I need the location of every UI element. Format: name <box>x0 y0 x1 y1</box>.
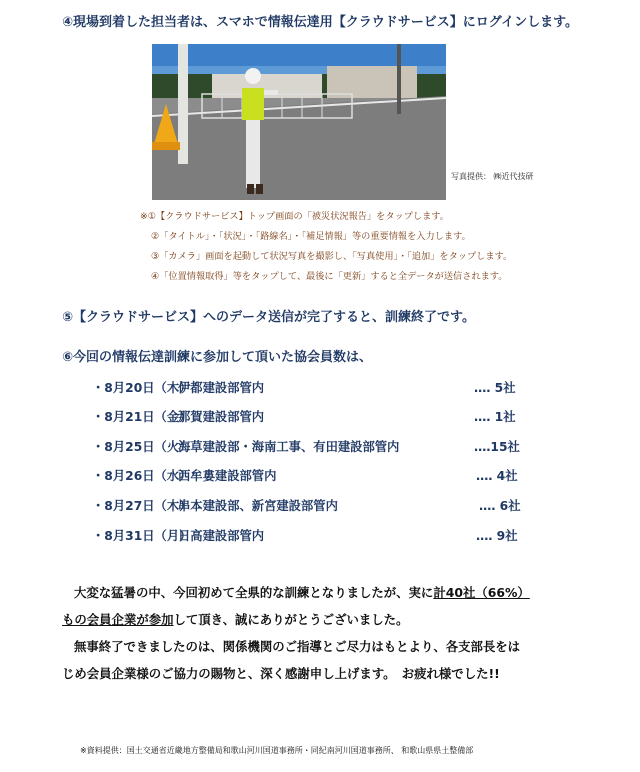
closing-line-3: 無事終了できましたのは、関係機関のご指導とご尽力はもとより、各支部長をは <box>74 639 521 654</box>
field-photo-image <box>152 44 446 200</box>
note-3: ③「カメラ」画面を起動して状況写真を撮影し、「写真使用」・「追加」をタップします。 <box>151 251 513 262</box>
row-date: ・8月20日（木） <box>92 381 192 395</box>
row-count: ‥‥15社 <box>474 440 520 454</box>
row-date: ・8月26日（水） <box>92 469 192 483</box>
row-area: 串本建設部、新宮建設部管内 <box>178 499 338 513</box>
row-count: ‥‥ 9社 <box>476 529 518 543</box>
note-4: ④「位置情報取得」等をタップして、最後に「更新」すると全データが送信されます。 <box>151 271 508 282</box>
row-area: 海草建設部・海南工事、有田建設部管内 <box>178 440 400 454</box>
photo-credit: 写真提供： ㈱近代技研 <box>451 172 534 181</box>
closing-line-2 <box>62 610 408 628</box>
row-count: ‥‥ 6社 <box>479 499 521 513</box>
row-count: ‥‥ 5社 <box>474 381 516 395</box>
closing-text: して頂き、誠にありがとうございました。 <box>173 612 409 627</box>
step4-heading: ④現場到着した担当者は、スマホで情報伝達用【クラウドサービス】にログインします。 <box>62 15 579 30</box>
closing-text: 大変な猛暑の中、今回初めて全県的な訓練となりましたが、実に <box>74 585 434 600</box>
row-date: ・8月31日（月） <box>92 529 192 543</box>
step5-heading: ⑤【クラウドサービス】へのデータ送信が完了すると、訓練終了です。 <box>62 310 475 325</box>
row-date: ・8月25日（火） <box>92 440 192 454</box>
row-count: ‥‥ 4社 <box>476 469 518 483</box>
closing-line-1 <box>74 583 530 601</box>
field-photo <box>152 44 446 200</box>
row-date: ・8月27日（木） <box>92 499 192 513</box>
source-footnote: ※資料提供：国土交通省近畿地方整備局和歌山河川国道事務所・同紀南河川国道事務所、 和歌山県県土整備部 <box>80 746 474 755</box>
note-1: ※①【クラウドサービス】トップ画面の「被災状況報告」をタップします。 <box>140 211 449 222</box>
row-area: 伊都建設部管内 <box>178 381 265 395</box>
row-area: 那賀建設部管内 <box>178 410 265 424</box>
note-2: ②「タイトル」・「状況」・「路線名」・「補足情報」等の重要情報を入力します。 <box>151 231 471 242</box>
step6-heading: ⑥今回の情報伝達訓練に参加して頂いた協会員数は、 <box>62 350 373 365</box>
row-area: 日高建設部管内 <box>178 529 265 543</box>
closing-line-4: じめ会員企業様のご協力の賜物と、深く感謝申し上げます。 お疲れ様でした!! <box>62 666 500 681</box>
row-area: 西牟婁建設部管内 <box>178 469 277 483</box>
closing-highlight-total: 計40社（66%） <box>433 585 530 600</box>
row-count: ‥‥ 1社 <box>474 410 516 424</box>
closing-highlight-participation: もの会員企業が参加 <box>62 612 174 627</box>
row-date: ・8月21日（金） <box>92 410 192 424</box>
